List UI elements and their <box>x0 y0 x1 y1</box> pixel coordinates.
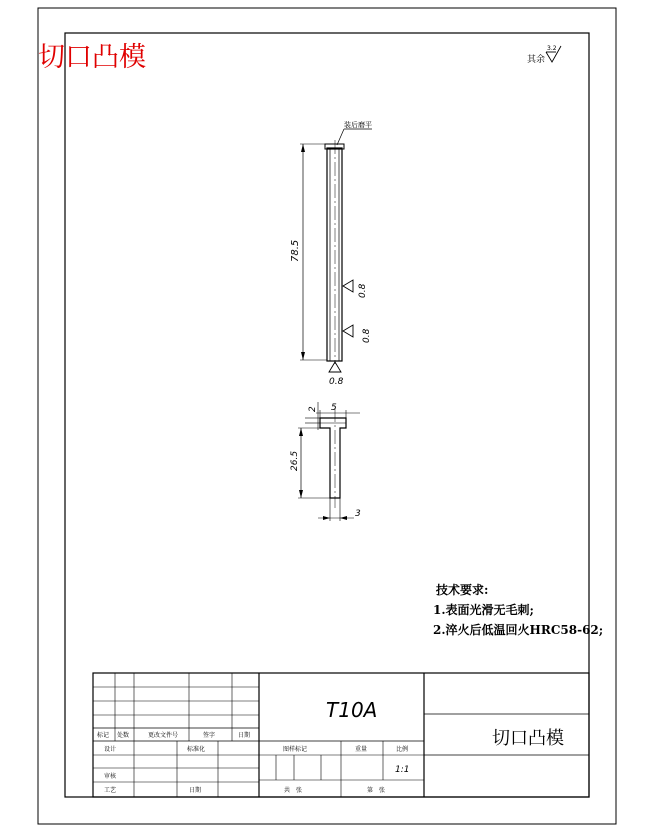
technical-requirements <box>433 582 603 637</box>
rev-header-mark: 标记 <box>97 732 110 739</box>
dim-length-label: 78.5 <box>290 239 301 262</box>
detail-outline <box>320 418 346 498</box>
label-process: 工艺 <box>104 787 117 794</box>
dim-shank-width-label: 3 <box>355 509 361 519</box>
part-name-label: 切口凸模 <box>492 728 564 749</box>
roughness-note-value: 3.2 <box>547 45 557 52</box>
material-label: T10A <box>326 698 378 722</box>
rev-header-date: 日期 <box>238 732 251 739</box>
dim-head-height-label: 2 <box>308 406 318 412</box>
requirements-heading: 技术要求: <box>436 583 489 597</box>
label-design: 设计 <box>104 746 117 753</box>
roughness-bottom-label: 0.8 <box>329 377 344 387</box>
roughness-note <box>527 45 561 65</box>
label-scale: 比例 <box>396 746 409 753</box>
label-weight: 重量 <box>355 746 368 753</box>
requirement-item-2: 2.淬火后低温回火HRC58-62; <box>433 623 604 637</box>
rev-header-file: 更改文件号 <box>148 732 179 739</box>
rev-header-count: 处数 <box>117 732 130 739</box>
roughness-mark-icon <box>343 280 353 292</box>
roughness-side-2-label: 0.8 <box>362 328 372 343</box>
page-title: 切口凸模 <box>38 42 146 73</box>
label-standardize: 标准化 <box>187 746 206 753</box>
title-block-text <box>97 698 564 794</box>
punch-body-outline <box>327 148 342 361</box>
label-review: 审核 <box>104 773 117 780</box>
roughness-side-1-label: 0.8 <box>358 283 368 298</box>
requirement-item-1: 1.表面光滑无毛刺; <box>433 603 534 617</box>
label-date: 日期 <box>189 787 202 794</box>
label-sheet-no: 第 张 <box>367 787 386 794</box>
top-note-label: 装后磨平 <box>344 121 372 129</box>
label-stage-mark: 图样标记 <box>283 746 308 753</box>
roughness-mark-icon <box>343 325 353 337</box>
roughness-note-label: 其余 <box>527 55 546 65</box>
punch-elevation-view <box>290 120 372 387</box>
punch-detail-view <box>290 402 361 521</box>
dim-head-width-label: 5 <box>331 403 337 413</box>
label-total-sheets: 共 张 <box>284 787 303 794</box>
dim-shank-length-label: 26.5 <box>290 450 300 471</box>
scale-value: 1:1 <box>395 765 410 775</box>
rev-header-sign: 签字 <box>203 732 216 739</box>
